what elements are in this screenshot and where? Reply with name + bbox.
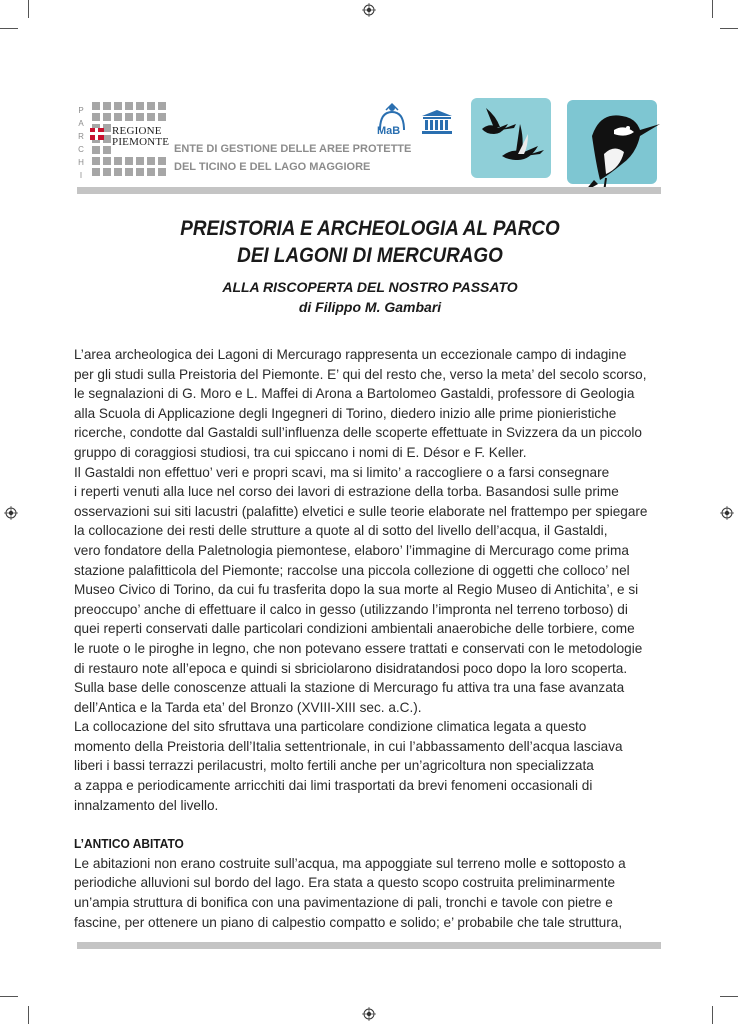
ente-name	[174, 140, 474, 176]
text-line: quei reperti conservati dalle particolari condizioni ambientali anaerobiche delle torbiere, come	[74, 621, 635, 637]
logo-square	[147, 168, 155, 176]
logo-square	[147, 157, 155, 165]
text-line: liberi i bassi terrazzi perilacustri, molto fertili anche per un’agricoltura non specializzata	[74, 758, 594, 774]
logo-square	[103, 124, 111, 132]
text-line: un’ampia struttura di bonifica con una pavimentazione di pali, tronchi e tavole con pietre e	[74, 895, 613, 911]
ente-line-1: ENTE DI GESTIONE DELLE AREE PROTETTE	[174, 143, 412, 155]
page-title	[127, 215, 613, 269]
title-line-1: PREISTORIA E ARCHEOLOGIA AL PARCO	[180, 217, 560, 240]
logo-square	[147, 102, 155, 110]
text-line: periodiche alluvioni sul bordo del lago. Era stata a questo scopo costruita preliminarmente	[74, 875, 616, 891]
parchi-text: P A R C H I	[78, 106, 84, 180]
text-line: la collocazione dei resti delle strutture a quote al di sotto del livello dell’acqua, il Gastaldi,	[74, 523, 608, 539]
text-line: alla Scuola di Applicazione degli Ingegneri di Torino, diedero inizio alle prime pionieristiche	[74, 405, 617, 421]
page-subtitle	[100, 277, 640, 317]
logo-square	[158, 157, 166, 165]
text-line: L’area archeologica dei Lagoni di Mercurago rappresenta un eccezionale campo di indagine	[74, 347, 627, 362]
registration-mark-left-icon	[4, 506, 18, 520]
logo-square	[114, 102, 122, 110]
logo-square	[125, 157, 133, 165]
birds-in-flight-icon	[464, 94, 664, 194]
logo-square	[92, 102, 100, 110]
text-line: dell’Antica e la Tarda eta’ del Bronzo (XVIII-XIII sec. a.C.).	[74, 699, 422, 715]
logo-square	[103, 102, 111, 110]
piemonte-cross-icon	[90, 128, 104, 140]
logo-square	[147, 113, 155, 121]
logo-square	[125, 168, 133, 176]
text-line: La collocazione del sito sfruttava una particolare condizione climatica legata a questo	[74, 719, 587, 735]
text-line: le ruote o le piroghe in legno, che non potevano essere trattati e conservati con le metodologie	[74, 640, 643, 656]
kingfisher-icon	[584, 115, 660, 192]
unesco-logo-icon	[420, 108, 454, 136]
subtitle-line-1: ALLA RISCOPERTA DEL NOSTRO PASSATO	[222, 279, 518, 295]
logo-square	[103, 157, 111, 165]
text-line: a zappa e periodicamente arricchiti dai limi trasportati da brevi fenomeni occasionali di	[74, 778, 593, 794]
registration-mark-right-icon	[720, 506, 734, 520]
logo-square	[114, 113, 122, 121]
text-line: preoccupo’ anche di effettuare il calco in gesso (utilizzando l’impronta nel terreno torboso) di	[74, 601, 628, 617]
body-paragraphs	[74, 345, 674, 815]
author-line: di Filippo M. Gambari	[298, 299, 442, 315]
logo-square	[103, 113, 111, 121]
text-line: per gli studi sulla Preistoria del Piemonte. E’ qui del resto che, verso la meta’ del secolo scorso,	[74, 366, 647, 382]
logo-square	[158, 113, 166, 121]
logo-square	[92, 157, 100, 165]
article-body	[74, 345, 674, 932]
text-line: fascine, per ottenere un piano di calpestio compatto e solido; e’ probabile che tale struttura,	[74, 914, 623, 930]
ente-line-2: DEL TICINO E DEL LAGO MAGGIORE	[174, 161, 371, 173]
logo-square	[136, 113, 144, 121]
parchi-vertical-label	[76, 104, 86, 182]
crop-mark-bottom-right-h	[720, 996, 738, 997]
logo-square	[136, 102, 144, 110]
logo-square	[125, 102, 133, 110]
logo-square	[103, 168, 111, 176]
logo-square	[136, 157, 144, 165]
text-line: le segnalazioni di G. Moro e L. Maffei di Arona a Bartolomeo Gastaldi, professore di Geologia	[74, 386, 635, 402]
crop-mark-top-right	[712, 0, 713, 18]
registration-mark-bottom-icon	[362, 1007, 376, 1021]
title-line-2: DEI LAGONI DI MERCURAGO	[237, 244, 503, 267]
crop-mark-top-left-h	[0, 28, 18, 29]
registration-mark-top-icon	[362, 3, 376, 17]
logo-square	[114, 168, 122, 176]
logo-square	[158, 102, 166, 110]
crop-mark-bottom-left-h	[0, 996, 18, 997]
header-divider	[77, 187, 661, 194]
text-line: ricerche, condotte dal Gastaldi sull’influenza delle scoperte effettuate in Svizzera da un piccolo	[74, 425, 642, 441]
logo-square	[92, 113, 100, 121]
text-line: stazione palafitticola del Piemonte; raccolse una piccola collezione di oggetti che colloco’ nel	[74, 562, 630, 578]
section-title: L’ANTICO ABITATO	[74, 836, 184, 852]
text-line: Le abitazioni non erano costruite sull’acqua, ma appoggiate sul terreno molle e sottoposto a	[74, 855, 626, 871]
text-line: innalzamento del livello.	[74, 797, 219, 813]
piemonte-line: PIEMONTE	[112, 137, 172, 148]
text-line: momento della Preistoria dell’Italia settentrionale, in cui l’abbassamento dell’acqua lasciava	[74, 738, 623, 754]
crop-mark-top-right-h	[720, 28, 738, 29]
text-line: Il Gastaldi non effettuo’ veri e propri scavi, ma si limito’ a raccogliere o a farsi consegnare	[74, 464, 610, 480]
logo-square	[125, 113, 133, 121]
text-line: i reperti venuti alla luce nel corso dei lavori di estrazione della torba. Basandosi sulle prime	[74, 484, 619, 500]
regione-line: REGIONE	[112, 126, 172, 137]
regione-piemonte-wordmark	[112, 126, 172, 148]
logo-square	[136, 168, 144, 176]
text-line: gruppo di coraggiosi studiosi, tra cui spiccano i nomi di E. Désor e F. Keller.	[74, 444, 527, 460]
crop-mark-bottom-left	[28, 1006, 29, 1024]
footer-divider	[77, 942, 661, 949]
logo-square	[158, 168, 166, 176]
logo-square	[103, 146, 111, 154]
logo-square	[92, 146, 100, 154]
text-line: vero fondatore della Paletnologia piemontese, elaboro’ l’immagine di Mercurago come prima	[74, 542, 629, 558]
section-paragraphs	[74, 854, 674, 932]
svg-text:MaB: MaB	[377, 125, 401, 136]
text-line: osservazioni sui siti lacustri (palafitte) elvetici e sulle teorie elaborate nel frattempo per spiegare	[74, 503, 648, 519]
text-line: Sulla base delle conoscenze attuali la stazione di Mercurago fu attiva tra una fase avanzata	[74, 680, 625, 696]
text-line: Museo Civico di Torino, da cui fu trasferita dopo la sua morte al Regio Museo di Antichita’, e si	[74, 582, 639, 598]
mab-logo-icon	[374, 102, 410, 136]
crop-mark-bottom-right	[712, 1006, 713, 1024]
text-line: di restauro note all’epoca e quindi si sbriciolarono disidratandosi poco dopo la loro scoperta.	[74, 660, 628, 676]
logo-square	[92, 168, 100, 176]
logo-square	[114, 157, 122, 165]
logo-square	[103, 135, 111, 143]
crop-mark-top-left	[28, 0, 29, 18]
